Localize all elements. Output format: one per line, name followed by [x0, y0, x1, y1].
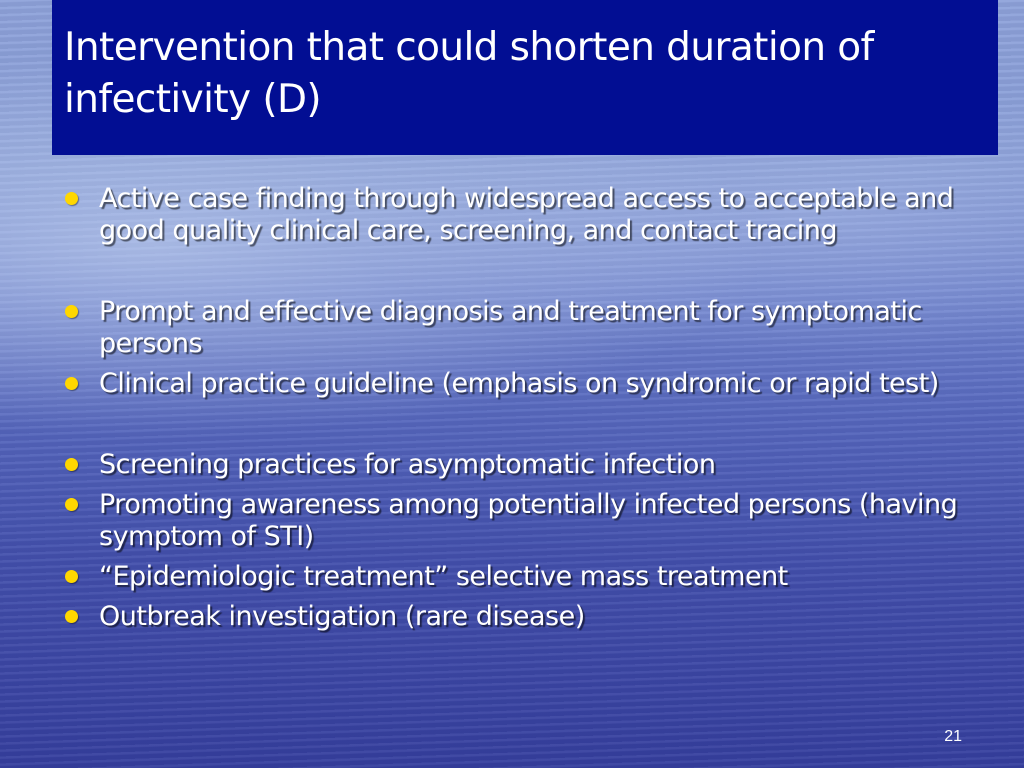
- bullet-dot-icon: [65, 192, 78, 205]
- bullet-item: [60, 489, 980, 553]
- bullet-text: Active case finding through widespread access to acceptable and good quality clinical care, screening, and contact tracing: [99, 183, 954, 246]
- bullet-item: [60, 368, 980, 400]
- bullet-text: Screening practices for asymptomatic infection: [99, 449, 716, 480]
- bullet-text: Prompt and effective diagnosis and treatment for symptomatic persons: [99, 296, 922, 359]
- bullet-dot-icon: [65, 570, 78, 583]
- bullet-list: [60, 183, 980, 641]
- bullet-text: “Epidemiologic treatment” selective mass treatment: [99, 561, 788, 592]
- bullet-text: Clinical practice guideline (emphasis on syndromic or rapid test): [99, 368, 939, 399]
- bullet-item: [60, 601, 980, 633]
- page-number: 21: [944, 728, 962, 745]
- bullet-dot-icon: [65, 305, 78, 318]
- bullet-item: [60, 561, 980, 593]
- bullet-item: [60, 183, 980, 247]
- bullet-dot-icon: [65, 458, 78, 471]
- bullet-dot-icon: [65, 610, 78, 623]
- bullet-dot-icon: [65, 498, 78, 511]
- bullet-dot-icon: [65, 377, 78, 390]
- bullet-item: [60, 296, 980, 360]
- slide-title: Intervention that could shorten duration of infectivity (D): [64, 25, 874, 122]
- bullet-item: [60, 449, 980, 481]
- title-bar: [52, 0, 998, 155]
- bullet-text: Promoting awareness among potentially infected persons (having symptom of STI): [99, 489, 958, 552]
- bullet-text: Outbreak investigation (rare disease): [99, 601, 585, 632]
